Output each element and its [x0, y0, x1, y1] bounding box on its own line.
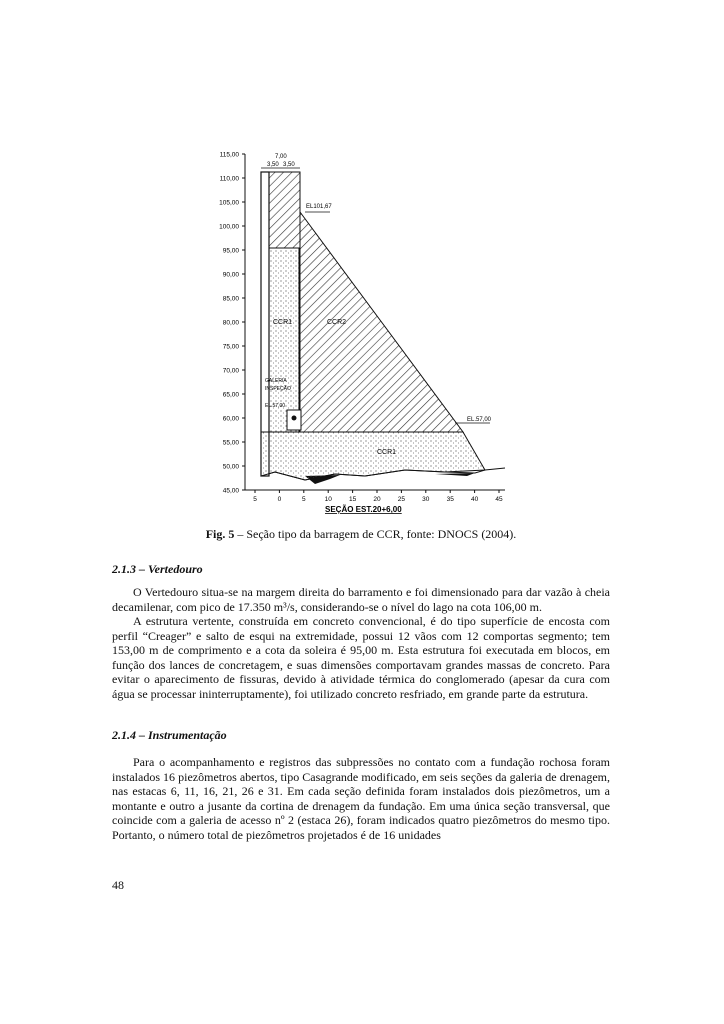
x-tick-label: 15 — [348, 496, 357, 503]
y-axis-ticks — [219, 152, 245, 495]
crest-block — [269, 172, 300, 248]
figure-caption — [112, 527, 610, 542]
x-tick-label: 5 — [301, 496, 306, 503]
crest-dim-left: 3,50 — [267, 162, 279, 168]
x-tick-label: 5 — [253, 496, 257, 503]
y-tick-label: 55,00 — [222, 439, 239, 447]
paragraph-vertedouro-2: A estrutura vertente, construída em concreto convencional, é do tipo superfície de encosta com perfil “Creager” e salto de esqui na extremidade, possui 12 vãos com 12 comportas segmento; tem 153,00 m de comprimento e a cota da soleira é 95,00 m. Esta estrutura foi executada em blocos, em função dos lances de concretagem, e suas dimensões comportavam grandes massas de concreto. Para evitar o aparecimento de fissuras, devido à atividade térmica do conglomerado (apesar da cura com água se processar ininterruptamente), foi utilizado concreto resfriado, em grande parte da estrutura. — [112, 614, 610, 701]
y-tick-label: 95,00 — [222, 247, 239, 255]
gallery-label-a: GALERIA — [265, 378, 287, 384]
ccr2-zone — [300, 212, 463, 432]
y-tick-label: 80,00 — [222, 319, 239, 327]
page-number: 48 — [112, 878, 124, 892]
dam-section-figure — [205, 140, 515, 520]
y-tick-label: 65,00 — [222, 391, 239, 399]
section-heading-vertedouro: 2.1.3 – Vertedouro — [112, 562, 203, 576]
paragraph-instrumentacao-1: Para o acompanhamento e registros das subpressões no contato com a fundação rochosa foram instalados 16 piezômetros abertos, tipo Casagrande modificado, em seis seções da galeria de drenagem, nas estacas 6, 11, 16, 21, 26 e 31. Em cada seção definida foram instalados dois piezômetros, um a montante e outro a jusante da cortina de drenagem da fundação. Em uma única seção transversal, que coincide com a galeria de acesso nº 2 (estaca 26), foram indicados quatro piezômetros do mesmo tipo. Portanto, o número total de piezômetros projetados é de 16 unidades — [112, 755, 610, 842]
gallery-elevation: EL.57,00 — [265, 403, 286, 409]
el-lower-label: EL.57,00 — [467, 417, 492, 423]
el-upper-label: EL101,67 — [306, 204, 332, 210]
crest-dim-right: 3,50 — [283, 162, 295, 168]
y-tick-label: 45,00 — [222, 487, 239, 495]
x-tick-label: 30 — [422, 496, 430, 503]
y-tick-label: 70,00 — [222, 367, 239, 375]
x-axis-ticks — [253, 490, 503, 503]
y-tick-label: 85,00 — [222, 295, 239, 303]
x-tick-label: 10 — [324, 496, 332, 503]
drain-hole — [292, 416, 297, 421]
y-tick-label: 75,00 — [222, 343, 239, 351]
y-tick-label: 50,00 — [222, 463, 239, 471]
paragraph-vertedouro-1: O Vertedouro situa-se na margem direita do barramento e foi dimensionado para dar vazão à cheia decamilenar, com pico de 17.350 m³/s, considerando-se o nível do lago na cota 106,00 m. — [112, 585, 610, 614]
x-tick-label: 45 — [495, 496, 503, 503]
section-heading-instrumentacao: 2.1.4 – Instrumentação — [112, 728, 227, 742]
section-title: SEÇÃO EST.20+6,00 — [325, 505, 402, 514]
zone-label-ccr1: CCR1 — [273, 319, 293, 326]
y-tick-label: 60,00 — [222, 415, 239, 423]
figure-caption-label: Fig. 5 — [205, 527, 235, 541]
crest-elevation: 7,00 — [275, 154, 287, 160]
x-tick-label: 40 — [470, 496, 479, 503]
y-tick-label: 105,00 — [219, 199, 239, 207]
upstream-face — [261, 172, 269, 476]
gallery-label-b: INSPEÇÃO — [265, 386, 291, 392]
base-ccr1-zone — [261, 432, 485, 480]
y-tick-label: 90,00 — [222, 271, 239, 279]
figure-caption-text: – Seção tipo da barragem de CCR, fonte: DNOCS (2004). — [234, 527, 517, 541]
x-tick-label: 20 — [373, 496, 381, 503]
x-tick-label: 0 — [277, 496, 282, 503]
y-tick-label: 115,00 — [219, 151, 239, 159]
dam-section-drawing — [205, 140, 515, 520]
foundation-rock-mark-2 — [435, 473, 475, 476]
y-tick-label: 110,00 — [219, 175, 239, 183]
x-tick-label: 35 — [446, 496, 454, 503]
x-tick-label: 25 — [397, 496, 406, 503]
zone-label-base: CCR1 — [377, 449, 397, 456]
y-tick-label: 100,00 — [219, 223, 239, 231]
zone-label-ccr2: CCR2 — [327, 319, 347, 326]
